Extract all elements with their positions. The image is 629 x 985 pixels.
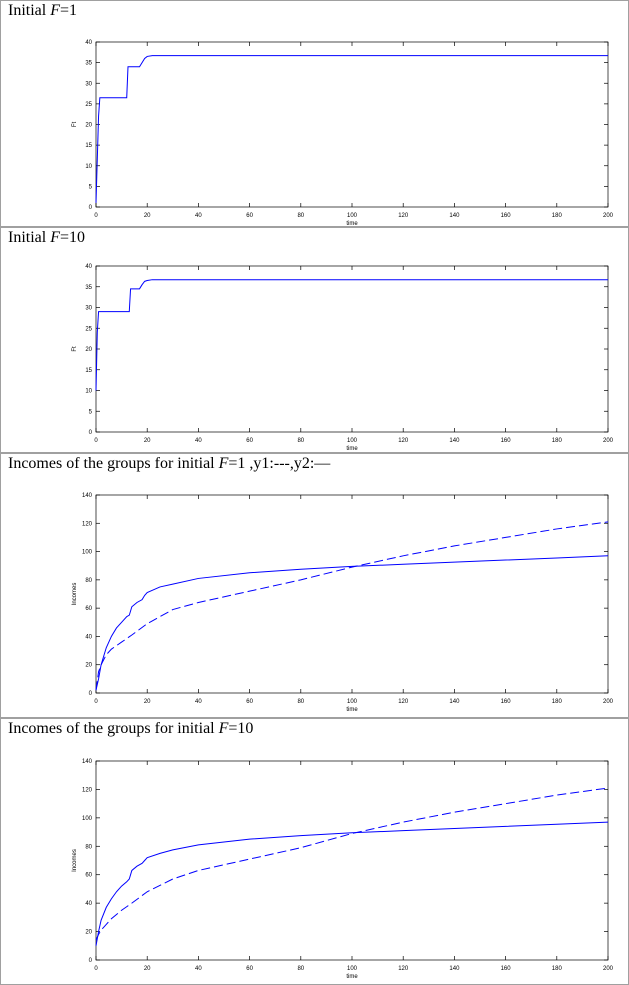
x-tick-label: 0 bbox=[94, 438, 98, 444]
y-tick-label: 120 bbox=[81, 521, 92, 528]
x-tick-label: 20 bbox=[143, 438, 151, 444]
x-tick-label: 180 bbox=[551, 699, 562, 705]
x-axis-label: time bbox=[346, 974, 358, 980]
chart-4 bbox=[1, 719, 628, 984]
x-tick-label: 160 bbox=[500, 699, 511, 705]
y-tick-label: 80 bbox=[85, 844, 92, 851]
y-tick-label: 5 bbox=[88, 409, 92, 416]
panel-4 bbox=[0, 718, 629, 985]
y-axis-label: Incomes bbox=[72, 849, 78, 872]
y-tick-label: 20 bbox=[85, 347, 92, 353]
series-line-2-solid bbox=[96, 556, 608, 690]
x-axis-label: time bbox=[346, 221, 358, 226]
y-tick-label: 100 bbox=[81, 815, 92, 822]
x-tick-label: 140 bbox=[449, 438, 460, 444]
x-tick-label: 80 bbox=[297, 213, 305, 219]
x-axis-label: time bbox=[346, 446, 358, 452]
y-tick-label: 25 bbox=[85, 326, 92, 333]
panel-3 bbox=[0, 453, 629, 718]
y-tick-label: 140 bbox=[81, 493, 92, 499]
x-tick-label: 100 bbox=[346, 438, 358, 444]
y-tick-label: 5 bbox=[88, 184, 92, 191]
panel-4-title: Incomes of the groups for initial F=10 bbox=[8, 720, 254, 737]
y-tick-label: 60 bbox=[85, 872, 92, 879]
x-tick-label: 80 bbox=[297, 966, 305, 972]
y-tick-label: 0 bbox=[88, 691, 92, 697]
panel-1-title: Initial F=1 bbox=[8, 2, 78, 19]
y-tick-label: 80 bbox=[85, 577, 92, 584]
x-tick-label: 100 bbox=[346, 213, 358, 219]
series-line-2-solid bbox=[96, 822, 608, 946]
chart-3 bbox=[1, 454, 628, 717]
chart-1 bbox=[1, 1, 628, 226]
x-tick-label: 200 bbox=[602, 438, 614, 444]
x-tick-label: 60 bbox=[246, 438, 253, 444]
series-line-1-solid bbox=[96, 56, 608, 203]
series-line-1-solid bbox=[96, 280, 608, 391]
x-tick-label: 100 bbox=[346, 699, 358, 705]
x-tick-label: 180 bbox=[551, 438, 562, 444]
plot-area bbox=[96, 42, 608, 207]
x-tick-label: 20 bbox=[143, 213, 151, 219]
y-tick-label: 0 bbox=[88, 205, 92, 211]
x-tick-label: 140 bbox=[449, 966, 460, 972]
chart-2 bbox=[1, 228, 628, 452]
x-tick-label: 60 bbox=[246, 699, 253, 705]
x-tick-label: 60 bbox=[246, 966, 253, 972]
y-axis-label: Ft bbox=[72, 121, 78, 128]
x-tick-label: 120 bbox=[398, 213, 409, 219]
y-tick-label: 140 bbox=[81, 759, 92, 765]
y-tick-label: 15 bbox=[85, 143, 92, 150]
y-tick-label: 25 bbox=[85, 101, 92, 108]
y-tick-label: 35 bbox=[85, 60, 92, 67]
panel-1 bbox=[0, 0, 629, 227]
x-tick-label: 80 bbox=[297, 699, 305, 705]
x-axis-label: time bbox=[346, 707, 358, 713]
x-tick-label: 20 bbox=[143, 699, 151, 705]
x-tick-label: 60 bbox=[246, 213, 253, 219]
y-tick-label: 0 bbox=[88, 958, 92, 964]
plot-area bbox=[96, 266, 608, 432]
plot-area bbox=[96, 761, 608, 960]
x-tick-label: 0 bbox=[94, 213, 98, 219]
x-tick-label: 40 bbox=[195, 438, 202, 444]
series-line-1-dashed bbox=[96, 522, 608, 690]
x-tick-label: 160 bbox=[500, 213, 511, 219]
y-axis-label: Ft bbox=[72, 346, 78, 352]
x-tick-label: 160 bbox=[500, 438, 511, 444]
x-tick-label: 120 bbox=[398, 438, 409, 444]
x-tick-label: 200 bbox=[602, 213, 614, 219]
x-tick-label: 20 bbox=[143, 966, 151, 972]
y-tick-label: 40 bbox=[85, 634, 92, 641]
y-tick-label: 15 bbox=[85, 367, 92, 374]
x-tick-label: 80 bbox=[297, 438, 305, 444]
y-tick-label: 40 bbox=[85, 901, 92, 908]
y-tick-label: 40 bbox=[85, 40, 92, 46]
x-tick-label: 40 bbox=[195, 966, 202, 972]
y-tick-label: 10 bbox=[85, 388, 92, 395]
x-tick-label: 120 bbox=[398, 966, 409, 972]
x-tick-label: 40 bbox=[195, 213, 202, 219]
x-tick-label: 40 bbox=[195, 699, 202, 705]
y-tick-label: 30 bbox=[85, 81, 92, 88]
x-tick-label: 200 bbox=[602, 966, 614, 972]
panel-2-title: Initial F=10 bbox=[8, 229, 86, 246]
x-tick-label: 180 bbox=[551, 213, 562, 219]
y-tick-label: 30 bbox=[85, 305, 92, 312]
x-tick-label: 180 bbox=[551, 966, 562, 972]
y-tick-label: 40 bbox=[85, 264, 92, 270]
y-tick-label: 35 bbox=[85, 284, 92, 291]
y-tick-label: 20 bbox=[85, 122, 92, 129]
panel-3-title: Incomes of the groups for initial F=1 ,y1:---,y2:— bbox=[8, 455, 331, 472]
y-tick-label: 20 bbox=[85, 662, 92, 669]
x-tick-label: 140 bbox=[449, 213, 460, 219]
x-tick-label: 140 bbox=[449, 699, 460, 705]
y-tick-label: 60 bbox=[85, 606, 92, 613]
y-tick-label: 0 bbox=[88, 430, 92, 436]
panel-2 bbox=[0, 227, 629, 453]
y-tick-label: 100 bbox=[81, 549, 92, 556]
y-tick-label: 10 bbox=[85, 163, 92, 170]
x-tick-label: 100 bbox=[346, 966, 358, 972]
y-axis-label: Incomes bbox=[72, 582, 78, 606]
x-tick-label: 120 bbox=[398, 699, 409, 705]
x-tick-label: 160 bbox=[500, 966, 511, 972]
x-tick-label: 0 bbox=[94, 966, 98, 972]
x-tick-label: 200 bbox=[602, 699, 614, 705]
plot-area bbox=[96, 495, 608, 693]
y-tick-label: 20 bbox=[85, 929, 92, 936]
y-tick-label: 120 bbox=[81, 787, 92, 794]
series-line-1-dashed bbox=[96, 788, 608, 940]
x-tick-label: 0 bbox=[94, 699, 98, 705]
